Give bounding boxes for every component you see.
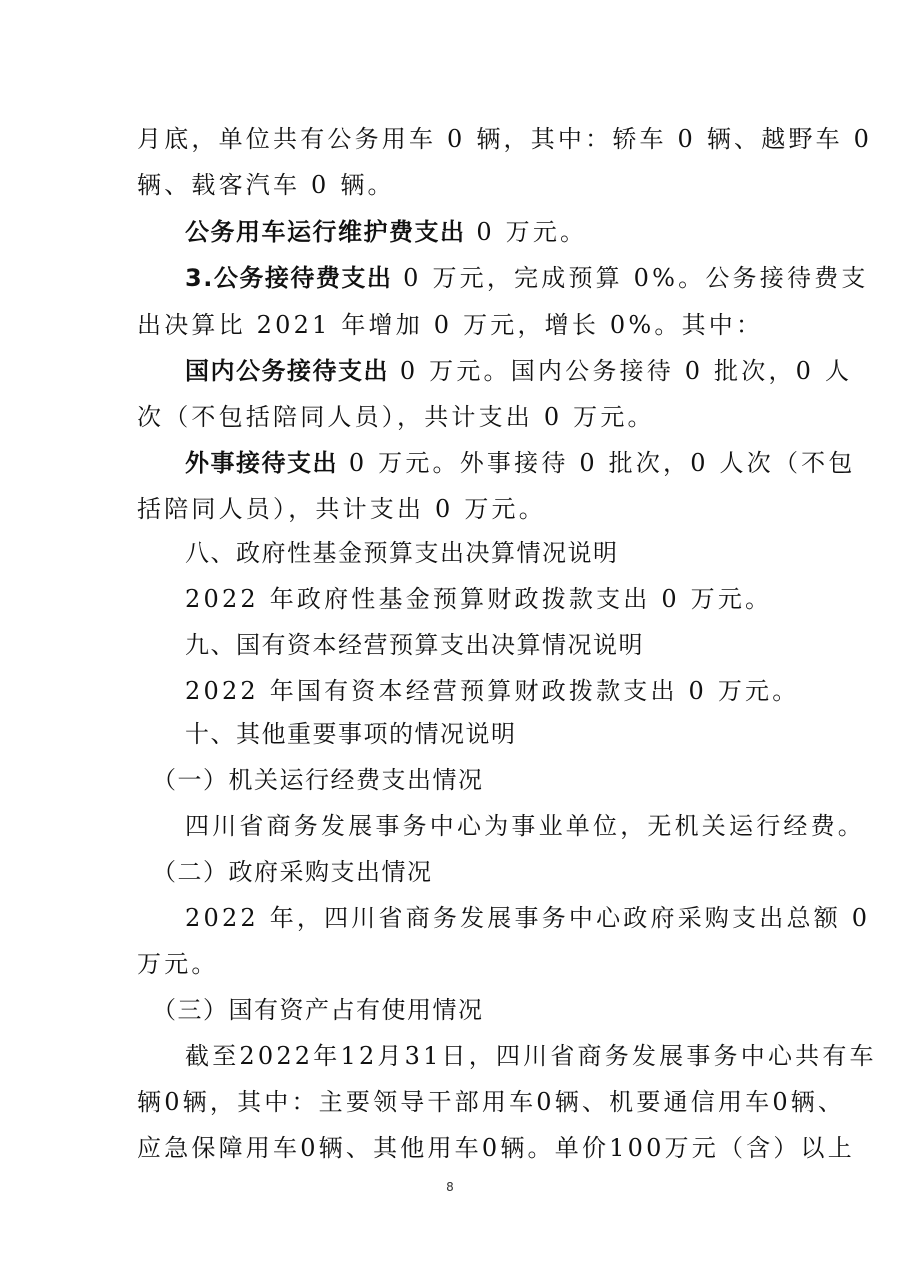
line-rest: 0 万元。外事接待 0 批次，0 人次（不包 xyxy=(338,449,856,477)
paragraph-line xyxy=(185,448,856,478)
bold-lead: 公务用车运行维护费支出 xyxy=(185,218,466,246)
paragraph-line: 2022 年国有资本经营预算财政拨款支出 0 万元。 xyxy=(185,677,800,705)
paragraph-line: 辆、载客汽车 0 辆。 xyxy=(137,171,395,199)
paragraph-line: 月底，单位共有公务用车 0 辆，其中：轿车 0 辆、越野车 0 xyxy=(137,125,873,153)
paragraph-line xyxy=(185,356,853,386)
line-rest: 0 万元。国内公务接待 0 批次，0 人 xyxy=(389,357,853,385)
bold-lead: 外事接待支出 xyxy=(185,449,338,477)
page-number: 8 xyxy=(446,1180,454,1194)
bold-lead: 国内公务接待支出 xyxy=(185,357,389,385)
paragraph-line: 2022 年政府性基金预算财政拨款支出 0 万元。 xyxy=(185,585,773,613)
paragraph-line: 次（不包括陪同人员），共计支出 0 万元。 xyxy=(137,403,655,431)
section-heading-8: 八、政府性基金预算支出决算情况说明 xyxy=(185,539,619,567)
paragraph-line: 出决算比 2021 年增加 0 万元，增长 0%。其中： xyxy=(137,311,764,339)
subsection-heading-2: （二）政府采购支出情况 xyxy=(152,858,433,886)
paragraph-line: 截至2022年12月31日，四川省商务发展事务中心共有车 xyxy=(185,1042,877,1070)
paragraph-line: 辆0辆，其中：主要领导干部用车0辆、机要通信用车0辆、 xyxy=(137,1088,846,1116)
paragraph-line: 四川省商务发展事务中心为事业单位，无机关运行经费。 xyxy=(185,812,865,840)
subsection-heading-3: （三）国有资产占有使用情况 xyxy=(152,996,484,1024)
paragraph-line: 应急保障用车0辆、其他用车0辆。单价100万元（含）以上 xyxy=(137,1134,855,1162)
line-rest: 0 万元。 xyxy=(465,218,588,246)
line-rest: 0 万元，完成预算 0%。公务接待费支 xyxy=(392,264,869,292)
paragraph-line xyxy=(185,217,825,247)
section-heading-9: 九、国有资本经营预算支出决算情况说明 xyxy=(185,631,644,659)
paragraph-line: 万元。 xyxy=(137,950,219,978)
paragraph-line: 2022 年，四川省商务发展事务中心政府采购支出总额 0 xyxy=(185,904,871,932)
subsection-heading-1: （一）机关运行经费支出情况 xyxy=(152,766,484,794)
bold-lead: 3.公务接待费支出 xyxy=(185,264,393,292)
paragraph-line: 括陪同人员），共计支出 0 万元。 xyxy=(137,495,546,523)
paragraph-line xyxy=(185,263,869,293)
section-heading-10: 十、其他重要事项的情况说明 xyxy=(185,720,517,748)
